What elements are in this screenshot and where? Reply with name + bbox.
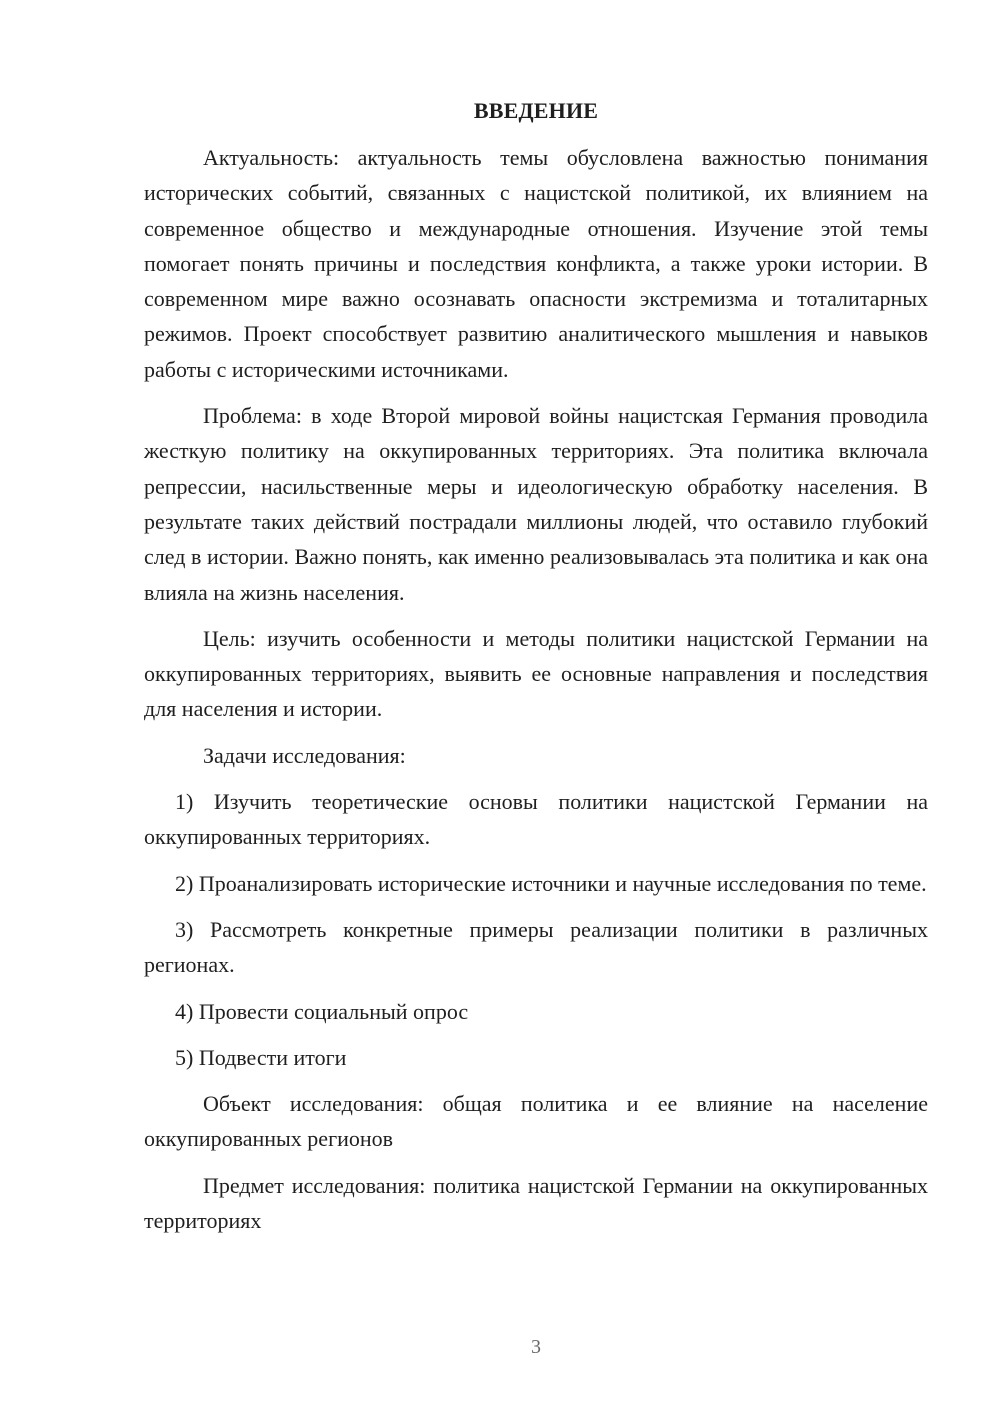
page-number: 3 — [531, 1336, 541, 1358]
object-paragraph: Объект исследования: общая политика и ее влияние на население оккупированных регионов — [144, 1091, 928, 1152]
relevance-paragraph: Актуальность: актуальность темы обусловлена важностью понимания исторических событий, связанных с нацистской политикой, их влиянием на современное общество и международные отношения. Изучение этой темы помогает понять причины и последствия конфликта, а также уроки истории. В современном мире важно осознавать опасности экстремизма и тоталитарных режимов. Проект способствует развитию аналитического мышления и навыков работы с историческими источниками. — [144, 145, 928, 382]
task-item-1: 1) Изучить теоретические основы политики нацистской Германии на оккупированных территориях. — [144, 789, 928, 850]
task-item-4: 4) Провести социальный опрос — [175, 998, 469, 1024]
tasks-heading: Задачи исследования: — [203, 742, 406, 768]
task-item-5: 5) Подвести итоги — [175, 1044, 347, 1070]
document-body — [144, 140, 928, 1249]
task-item-2: 2) Проанализировать исторические источники и научные исследования по теме. — [175, 870, 927, 896]
task-item-3: 3) Рассмотреть конкретные примеры реализации политики в различных регионах. — [144, 916, 928, 978]
section-heading: ВВЕДЕНИЕ — [473, 98, 599, 123]
problem-paragraph: Проблема: в ходе Второй мировой войны нацистская Германия проводила жесткую политику на оккупированных территориях. Эта политика включала репрессии, насильственные меры и идеологическую обработку населения. В результате таких действий пострадали миллионы людей, что оставило глубокий след в истории. Важно понять, как именно реализовывалась эта политика и как она влияла на жизнь населения. — [144, 403, 928, 605]
goal-paragraph: Цель: изучить особенности и методы политики нацистской Германии на оккупированных территориях, выявить ее основные направления и последствия для населения и истории. — [144, 625, 928, 722]
subject-paragraph: Предмет исследования: политика нацистской Германии на оккупированных территориях — [144, 1172, 928, 1234]
